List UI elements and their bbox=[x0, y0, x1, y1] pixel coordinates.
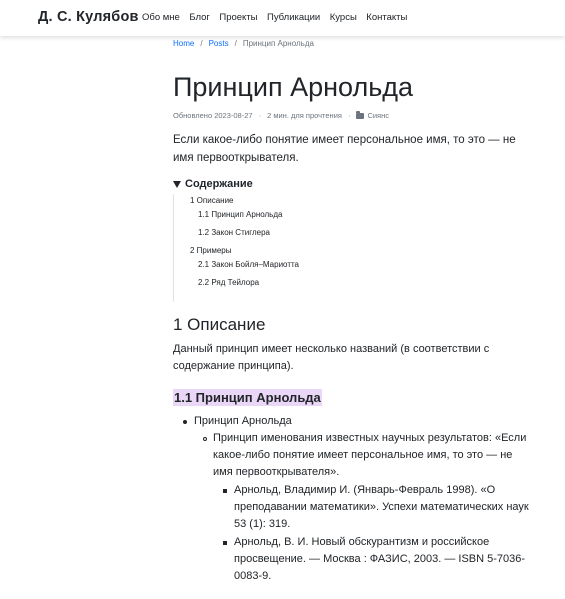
folder-icon bbox=[356, 113, 364, 119]
toc-title: Содержание bbox=[185, 178, 253, 190]
breadcrumb-separator: / bbox=[200, 39, 203, 48]
section-heading: 1 Описание bbox=[173, 315, 266, 334]
toc-toggle[interactable] bbox=[173, 178, 253, 190]
reference-item: Арнольд, Владимир И. (Январь-Февраль 1998). «О преподавании математики». Успехи математических наук 53 (1): 319. bbox=[234, 484, 529, 530]
reference-item: Арнольд, В. И. Новый обскурантизм и российское просвещение. — Москва : ФАЗИС, 2003. — ISBN 5-7036-0083-9. bbox=[234, 536, 526, 582]
toc-link[interactable]: 2.1 Закон Бойля–Мариотта bbox=[198, 260, 300, 269]
section-paragraph: Данный принцип имеет несколько названий (в соответствии с содержание принципа). bbox=[173, 343, 490, 372]
bullet-circle bbox=[203, 437, 207, 441]
breadcrumb-home[interactable]: Home bbox=[173, 39, 195, 48]
toc-link[interactable]: 1.1 Принцип Арнольда bbox=[198, 210, 283, 219]
nav-item-contacts[interactable]: Контакты bbox=[366, 12, 408, 23]
bullet-square bbox=[223, 489, 227, 493]
triangle-down-icon bbox=[173, 181, 181, 188]
toc-border bbox=[173, 194, 174, 302]
breadcrumb-separator: / bbox=[234, 39, 237, 48]
breadcrumb-posts[interactable]: Posts bbox=[208, 39, 229, 48]
page-title: Принцип Арнольда bbox=[173, 72, 414, 102]
top-navbar bbox=[0, 0, 565, 36]
breadcrumb-current: Принцип Арнольда bbox=[242, 39, 314, 48]
nav-item-blog[interactable]: Блог bbox=[189, 12, 210, 23]
nav-item-about[interactable]: Обо мне bbox=[142, 12, 180, 23]
bullet-square bbox=[223, 541, 227, 545]
bullet-disc bbox=[183, 420, 187, 424]
subsection-heading: 1.1 Принцип Арнольда bbox=[174, 390, 321, 405]
article-meta bbox=[173, 111, 389, 120]
meta-separator: · bbox=[258, 111, 262, 120]
list-subitem: Принцип именования известных научных результатов: «Если какое-либо понятие имеет персональное имя, то это — не имя первооткрывателя». bbox=[213, 432, 527, 478]
toc-link[interactable]: 1 Описание bbox=[190, 196, 234, 205]
nav-item-publications[interactable]: Публикации bbox=[266, 12, 321, 23]
toc-link[interactable]: 2 Примеры bbox=[190, 246, 232, 255]
toc-link[interactable]: 2.2 Ряд Тейлора bbox=[198, 278, 260, 287]
nav-item-projects[interactable]: Проекты bbox=[219, 12, 258, 23]
toc-link[interactable]: 1.2 Закон Стиглера bbox=[198, 228, 270, 237]
category-link[interactable]: Сиянс bbox=[367, 111, 390, 120]
main-nav bbox=[142, 12, 417, 23]
lead-paragraph: Если какое-либо понятие имеет персональное имя, то это — не имя первооткрывателя. bbox=[173, 134, 516, 164]
meta-separator: · bbox=[347, 111, 351, 120]
brand-link[interactable]: Д. С. Кулябов bbox=[38, 9, 139, 25]
breadcrumb bbox=[173, 39, 314, 48]
reading-time: 2 мин. для прочтения bbox=[267, 111, 342, 120]
nav-item-courses[interactable]: Курсы bbox=[329, 12, 357, 23]
updated-date: Обновлено 2023-08-27 bbox=[173, 111, 253, 120]
list-item: Принцип Арнольда bbox=[194, 415, 292, 427]
